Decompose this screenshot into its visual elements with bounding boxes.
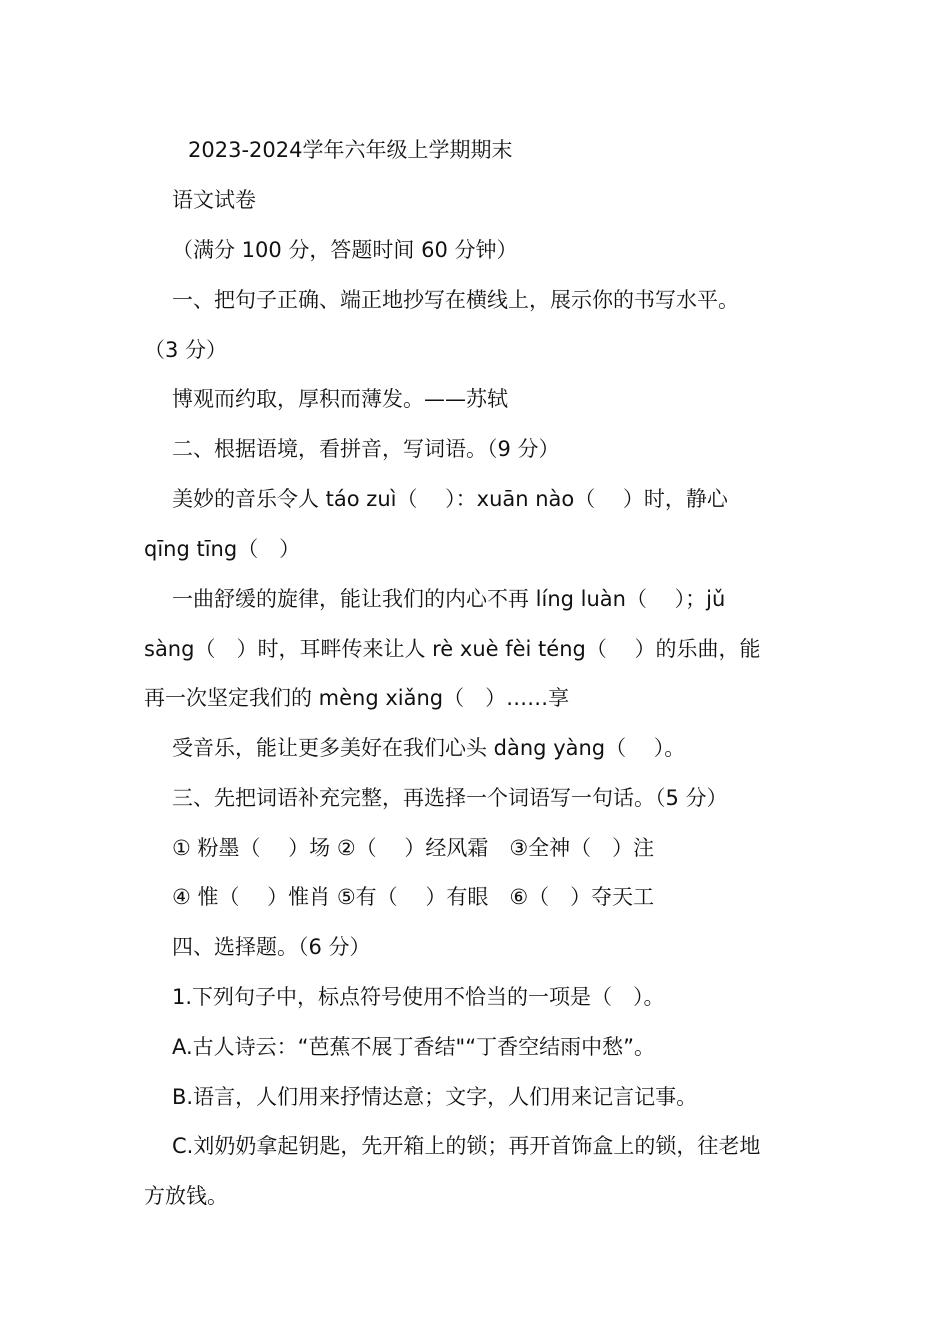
section2-para2-line4: 受音乐，能让更多美好在我们心头 dàng yàng（ ）。 [172, 736, 686, 760]
option-a: A.古人诗云：“芭蕉不展丁香结"“丁香空结雨中愁”。 [172, 1035, 655, 1059]
section4-heading: 四、选择题。（6 分） [172, 935, 371, 959]
section1-quote: 博观而约取，厚积而薄发。——苏轼 [172, 387, 508, 411]
section2-para2-line1: 一曲舒缓的旋律，能让我们的内心不再 líng luàn（ ）；jǔ [172, 587, 726, 611]
option-b: B.语言，人们用来抒情达意；文字，人们用来记言记事。 [172, 1085, 698, 1109]
section3-row1: ① 粉墨（ ）场 ②（ ）经风霜 ③全神（ ）注 [172, 836, 655, 860]
option-c-line1: C.刘奶奶拿起钥匙，先开箱上的锁；再开首饰盒上的锁，往老地 [172, 1134, 761, 1158]
section2-heading: 二、根据语境，看拼音，写词语。（9 分） [172, 437, 560, 461]
option-c-line2: 方放钱。 [144, 1184, 228, 1208]
section1-heading: 一、把句子正确、端正地抄写在横线上，展示你的书写水平。 [172, 288, 739, 312]
score-time-note: （满分 100 分，答题时间 60 分钟） [172, 238, 518, 262]
section3-row2: ④ 惟（ ）惟肖 ⑤有（ ）有眼 ⑥（ ）夺天工 [172, 885, 655, 909]
section1-heading-cont: （3 分） [144, 338, 228, 362]
section2-para2-line3: 再一次坚定我们的 mèng xiǎng（ ）……享 [144, 686, 570, 710]
section2-para2-line2: sàng（ ）时，耳畔传来让人 rè xuè fèi téng（ ）的乐曲，能 [144, 637, 761, 661]
doc-subtitle: 语文试卷 [172, 188, 256, 212]
question1: 1.下列句子中，标点符号使用不恰当的一项是（ ）。 [172, 985, 665, 1009]
doc-title: 2023-2024学年六年级上学期期末 [188, 138, 513, 162]
section2-para1-line1: 美妙的音乐令人 táo zuì（ ）：xuān nào（ ）时，静心 [172, 487, 728, 511]
section3-heading: 三、先把词语补充完整，再选择一个词语写一句话。（5 分） [172, 786, 728, 810]
section2-para1-line2: qīng tīng（ ） [144, 537, 301, 561]
